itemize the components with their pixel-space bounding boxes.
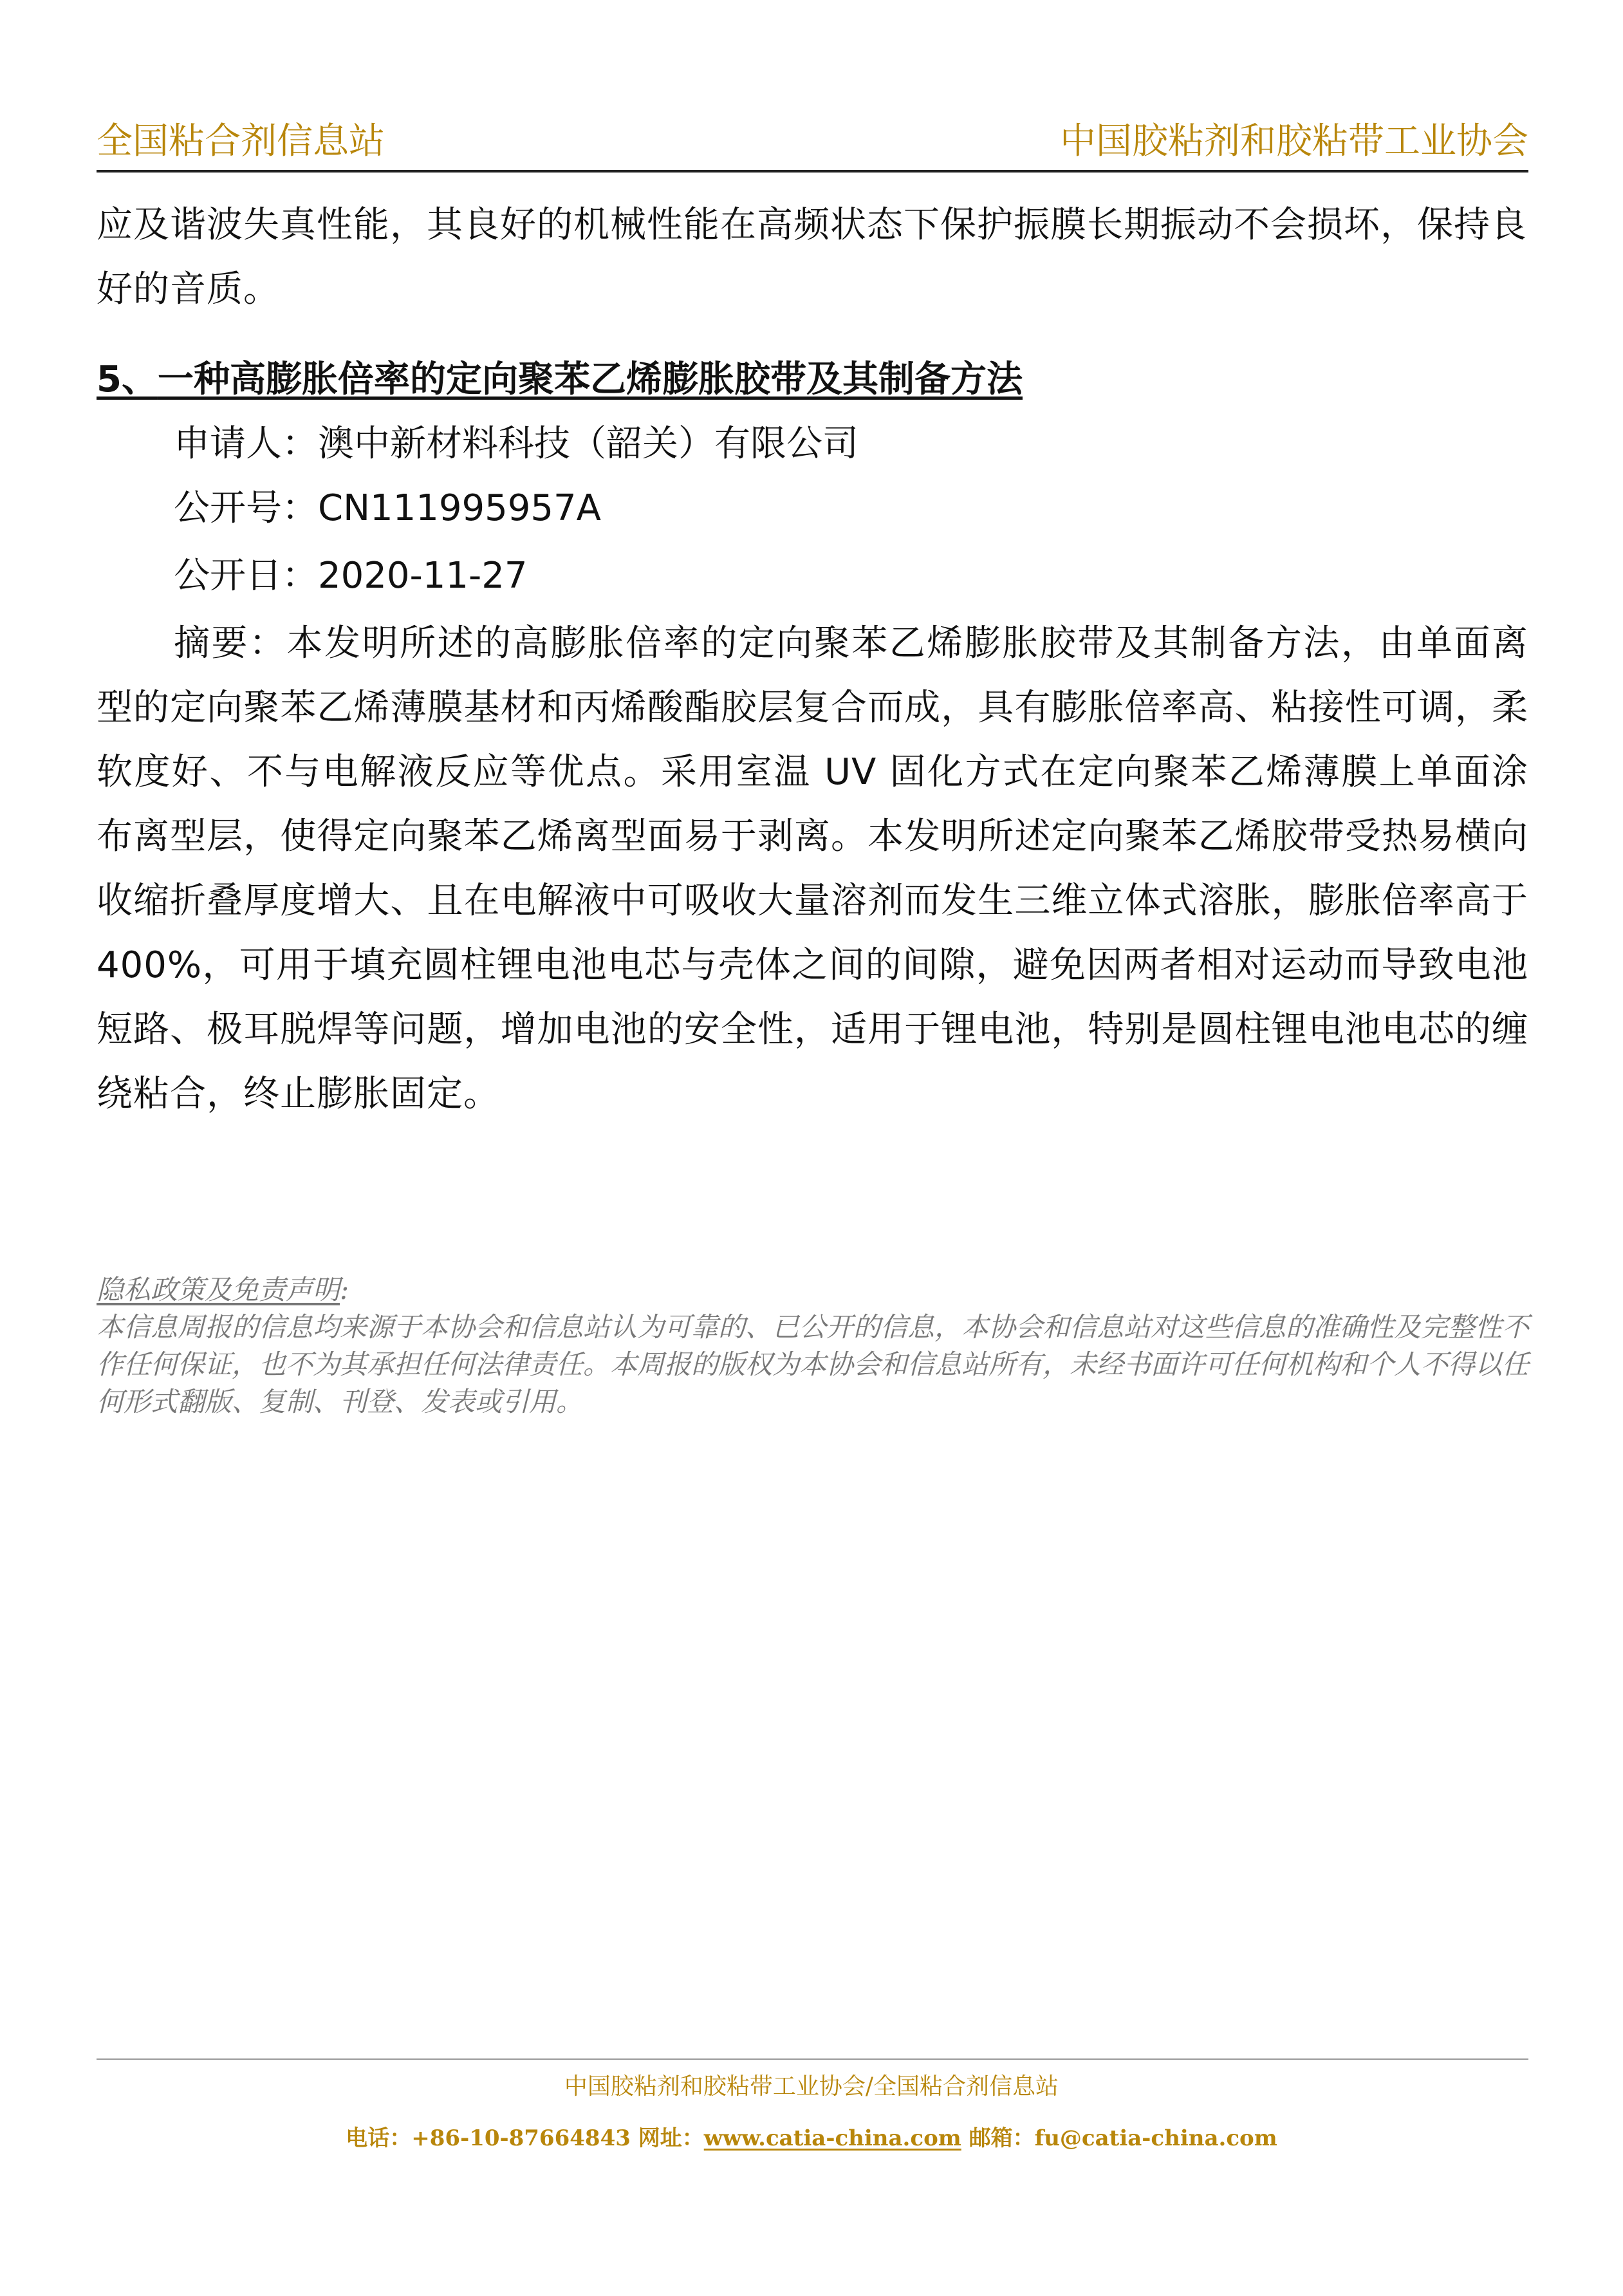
footer-email-label: 邮箱： [961,2125,1035,2151]
footer-website-label: 网址： [630,2125,704,2151]
footer-divider [97,2058,1528,2060]
publication-date-value: 2020-11-27 [318,555,528,597]
header-right-title: 中国胶粘剂和胶粘带工业协会 [1060,120,1528,162]
footer-organization: 中国胶粘剂和胶粘带工业协会/全国粘合剂信息站 [564,2073,1059,2100]
footer-phone-value: +86-10-87664843 [411,2125,631,2151]
footer-contact [0,2119,1623,2158]
footer-email-value[interactable]: fu@catia-china.com [1034,2125,1277,2151]
disclaimer-title: 隐私政策及免责声明 [97,1274,340,1305]
applicant-label: 申请人： [174,423,318,465]
section-title [97,351,1023,409]
section-number: 5、 [97,359,158,400]
publication-date-line [174,544,527,608]
footer-website-link[interactable]: www.catia-china.com [703,2125,961,2151]
disclaimer-text: 本信息周报的信息均来源于本协会和信息站认为可靠的、已公开的信息，本协会和信息站对这些信息的准确性及完整性不作任何保证，也不为其承担任何法律责任。本周报的版权为本协会和信息站所有，未经书面许可任何机构和个人不得以任何形式翻版、复制、刊登、发表或引用。 [97,1311,1530,1417]
disclaimer-colon: : [340,1274,349,1305]
header-divider [97,170,1528,173]
publication-number-value: CN111995957A [318,487,601,529]
footer-phone-label: 电话： [346,2125,412,2151]
disclaimer [97,1271,1538,1421]
applicant-line [174,412,858,476]
publication-number-label: 公开号： [174,487,318,529]
abstract-text: 本发明所述的高膨胀倍率的定向聚苯乙烯膨胀胶带及其制备方法，由单面离型的定向聚苯乙烯薄膜基材和丙烯酸酯胶层复合而成，具有膨胀倍率高、粘接性可调，柔软度好、不与电解液反应等优点。采用室温 UV 固化方式在定向聚苯乙烯薄膜上单面涂布离型层，使得定向聚苯乙烯离型面易于剥离。本发明所述定向聚苯乙烯胶带受热易横向收缩折叠厚度增大、且在电解液中可吸收大量溶剂而发生三维立体式溶胀，膨胀倍率高于 400%，可用于填充圆柱锂电池电芯与壳体之间的间隙，避免因两者相对运动而导致电池短路、极耳脱焊等问题，增加电池的安全性，适用于锂电池，特别是圆柱锂电池电芯的缠绕粘合，终止膨胀固定。 [97,622,1529,1115]
section-title-text: 一种高膨胀倍率的定向聚苯乙烯膨胀胶带及其制备方法 [157,359,1023,400]
publication-date-label: 公开日： [174,555,318,597]
applicant-value: 澳中新材料科技（韶关）有限公司 [318,423,858,465]
continuation-paragraph: 应及谐波失真性能，其良好的机械性能在高频状态下保护振膜长期振动不会损坏，保持良好的音质。 [97,204,1527,310]
abstract-label: 摘要： [174,622,287,664]
publication-number-line [174,476,601,541]
abstract-paragraph [97,611,1528,1126]
header-left-title: 全国粘合剂信息站 [97,120,385,162]
page-header [97,116,1528,167]
disclaimer-heading [97,1271,1538,1309]
